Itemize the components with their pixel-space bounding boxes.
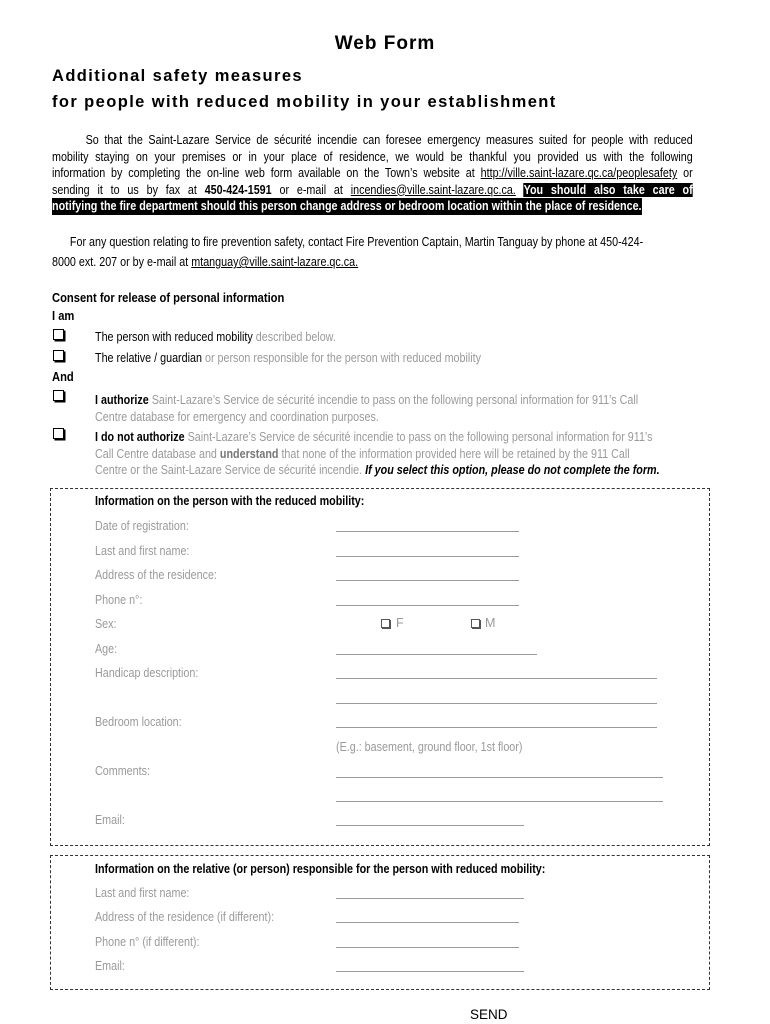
relative-address-field[interactable] xyxy=(336,922,519,923)
notify-warning: notifying the fire department should this person change address or bedroom location within the place of residence. xyxy=(52,199,642,213)
date-label: Date of registration: xyxy=(95,519,189,533)
comments-field-line-2[interactable] xyxy=(336,801,663,802)
sex-label: Sex: xyxy=(95,617,117,631)
relative-address-label: Address of the residence (if different): xyxy=(95,910,275,924)
send-button[interactable]: SEND xyxy=(470,1007,508,1022)
address-field[interactable] xyxy=(336,580,519,581)
i-am-label: I am xyxy=(52,308,75,323)
option-relative: The relative / guardian or person responsible for the person with reduced mobility xyxy=(95,351,482,365)
contact-line-2: 8000 ext. 207 or by e-mail at mtanguay@ville.saint-lazare.qc.ca. xyxy=(52,255,359,269)
age-label: Age: xyxy=(95,642,118,656)
phone-field[interactable] xyxy=(336,605,519,606)
and-label: And xyxy=(52,369,74,384)
page-title: Web Form xyxy=(334,33,436,54)
sex-m-label: M xyxy=(485,616,496,630)
bedroom-label: Bedroom location: xyxy=(95,715,182,729)
date-field[interactable] xyxy=(336,531,519,532)
bedroom-field[interactable] xyxy=(336,727,657,728)
sex-f-checkbox[interactable] xyxy=(381,619,390,628)
age-field[interactable] xyxy=(336,654,537,655)
captain-email-link[interactable]: mtanguay@ville.saint-lazare.qc.ca. xyxy=(191,255,359,269)
fire-email-link[interactable]: incendies@ville.saint-lazare.qc.ca. xyxy=(350,182,516,197)
comments-field-line-1[interactable] xyxy=(336,777,663,778)
relative-info-heading: Information on the relative (or person) responsible for the person with reduced mobility: xyxy=(95,862,546,876)
checkbox-relative[interactable] xyxy=(53,350,64,361)
sex-f-label: F xyxy=(396,616,404,630)
relative-phone-field[interactable] xyxy=(336,947,519,948)
website-link[interactable]: http://ville.saint-lazare.qc.ca/peoplesafety xyxy=(480,166,678,180)
checkbox-person[interactable] xyxy=(53,329,64,340)
handicap-field-line-2[interactable] xyxy=(336,703,657,704)
option-person: The person with reduced mobility described below. xyxy=(95,330,336,344)
address-label: Address of the residence: xyxy=(95,568,217,582)
contact-line-1: For any question relating to fire prevention safety, contact Fire Prevention Captain, Martin Tanguay by phone at 450-424- xyxy=(69,235,644,249)
relative-name-field[interactable] xyxy=(336,898,524,899)
option-not-authorize: I do not authorize Saint-Lazare’s Service de sécurité incendie to pass on the following personal information for 911’s Call Centre database and understand that none of the information provided here will be retained by the 911 Call Centre or the Saint-Lazare Service de sécurité incendie. If you select this option, please do not complete the form. xyxy=(95,430,660,477)
bedroom-hint: (E.g.: basement, ground floor, 1st floor) xyxy=(336,740,523,754)
subtitle-line-1: Additional safety measures xyxy=(52,67,303,85)
consent-heading: Consent for release of personal information xyxy=(52,290,285,305)
relative-email-field[interactable] xyxy=(336,971,524,972)
option-authorize: I authorize Saint-Lazare’s Service de sécurité incendie to pass on the following personal information for 911’s Call Centre database for emergency and coordination purposes. xyxy=(95,393,639,424)
name-label: Last and first name: xyxy=(95,544,190,558)
handicap-label: Handicap description: xyxy=(95,666,199,680)
relative-phone-label: Phone n° (if different): xyxy=(95,935,200,949)
comments-label: Comments: xyxy=(95,764,150,778)
handicap-field-line-1[interactable] xyxy=(336,678,657,679)
intro-paragraph: So that the Saint-Lazare Service de sécurité incendie can foresee emergency measures suited for people with reduced mobility staying on your premises or in your place of residence, we would be thankful you provided us with the following information by completing the on-line web form available on the Town’s website at http://ville.saint-lazare.qc.ca/peoplesafety or sending it to us by fax at 450-424-1591 or e-mail at incendies@ville.saint-lazare.qc.ca. You should also take care of notifying the fire department should this person change address or bedroom location within the place of residence. xyxy=(52,133,693,213)
checkbox-authorize[interactable] xyxy=(53,390,64,401)
relative-email-label: Email: xyxy=(95,959,125,973)
subtitle-line-2: for people with reduced mobility in your establishment xyxy=(52,93,557,111)
checkbox-not-authorize[interactable] xyxy=(53,428,64,439)
person-info-heading: Information on the person with the reduced mobility: xyxy=(95,494,365,508)
sex-m-checkbox[interactable] xyxy=(471,619,480,628)
relative-name-label: Last and first name: xyxy=(95,886,190,900)
email-label: Email: xyxy=(95,813,125,827)
email-field[interactable] xyxy=(336,825,524,826)
phone-label: Phone n°: xyxy=(95,593,143,607)
name-field[interactable] xyxy=(336,556,519,557)
